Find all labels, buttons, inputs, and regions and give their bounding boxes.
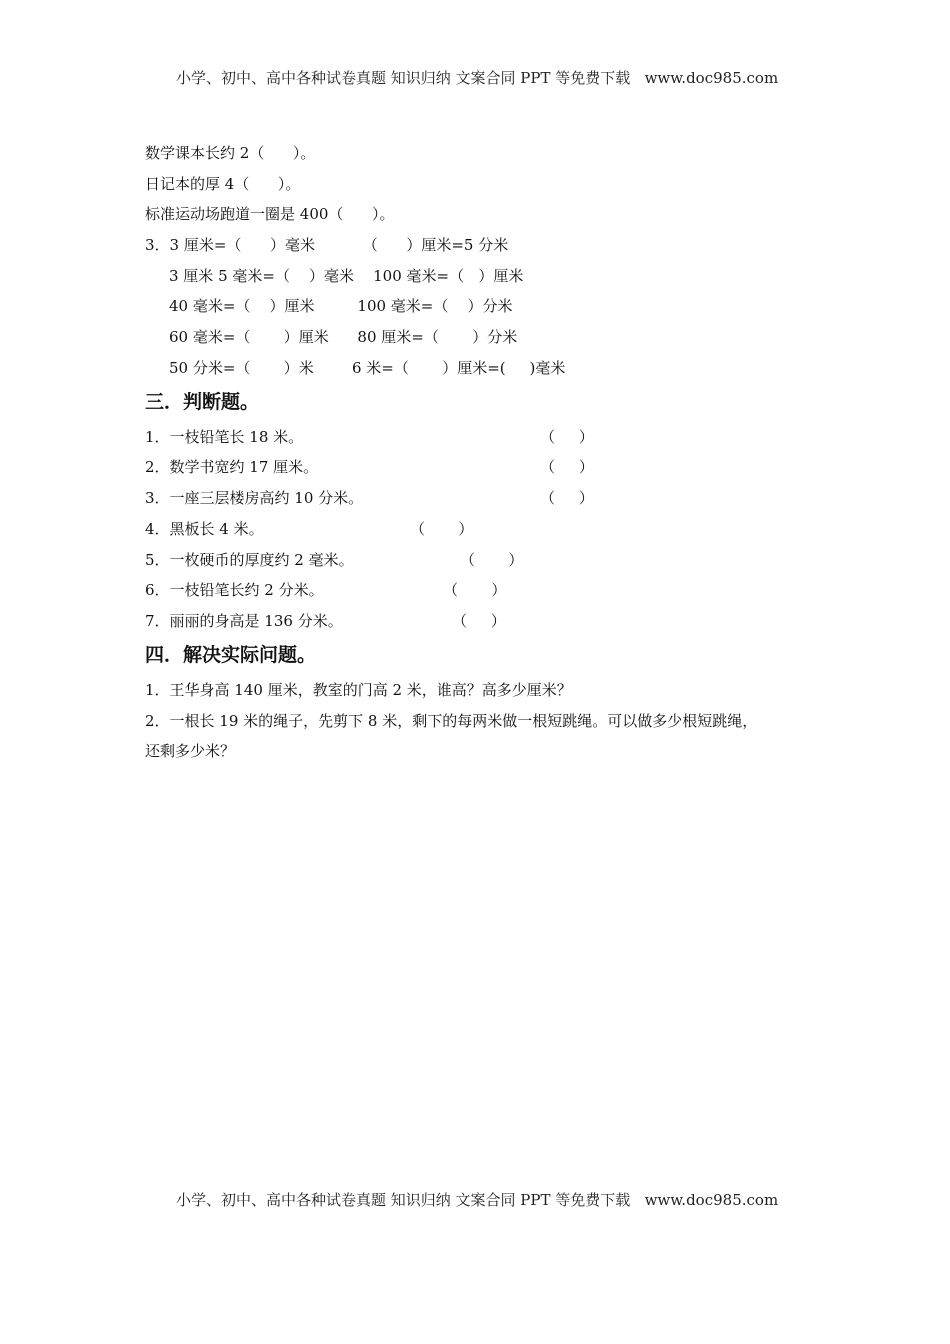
judge-bracket-6: （ ）: [443, 581, 507, 599]
judge-bracket-5: （ ）: [460, 551, 524, 569]
fill-line-diary: 日记本的厚 4（ ）。: [145, 175, 301, 193]
page-header: 小学、初中、高中各种试卷真题 知识归纳 文案合同 PPT 等免费下载 www.doc985.com: [176, 69, 779, 87]
judge-item-5: 5．一枚硬币的厚度约 2 毫米。: [145, 551, 354, 569]
judge-item-7: 7．丽丽的身高是 136 分米。: [145, 612, 343, 630]
problem-2-line-2: 还剩多少米？: [145, 742, 236, 760]
judge-bracket-3: （ ）: [540, 489, 594, 507]
judge-item-3: 3．一座三层楼房高约 10 分米。: [145, 489, 364, 507]
judge-bracket-2: （ ）: [540, 458, 594, 476]
question-3-conversion: 3．3 厘米=（ ）毫米 （ ）厘米=5 分米: [145, 236, 509, 254]
problem-2-line-1: 2．一根长 19 米的绳子，先剪下 8 米，剩下的每两米做一根短跳绳。可以做多少根短跳绳，: [145, 712, 758, 730]
problem-1: 1．王华身高 140 厘米，教室的门高 2 米，谁高？高多少厘米？: [145, 681, 572, 699]
judge-bracket-7: （ ）: [452, 612, 506, 630]
judge-item-2: 2．数学书宽约 17 厘米。: [145, 458, 319, 476]
section-3-title: 三．判断题。: [145, 391, 260, 413]
fill-line-track: 标准运动场跑道一圈是 400（ ）。: [145, 205, 395, 223]
judge-item-6: 6．一枝铅笔长约 2 分米。: [145, 581, 324, 599]
section-4-title: 四．解决实际问题。: [145, 644, 317, 666]
fill-line-textbook: 数学课本长约 2（ ）。: [145, 144, 316, 162]
judge-bracket-4: （ ）: [410, 520, 474, 538]
conversion-line: 3 厘米 5 毫米=（ ）毫米 100 毫米=（ ）厘米: [169, 267, 524, 285]
judge-item-4: 4．黑板长 4 米。: [145, 520, 264, 538]
page-footer: 小学、初中、高中各种试卷真题 知识归纳 文案合同 PPT 等免费下载 www.doc985.com: [176, 1191, 779, 1209]
conversion-line: 40 毫米=（ ）厘米 100 毫米=（ ）分米: [169, 297, 513, 315]
conversion-line: 60 毫米=（ ）厘米 80 厘米=（ ）分米: [169, 328, 518, 346]
conversion-line: 50 分米=（ ）米 6 米=（ ）厘米=( )毫米: [169, 359, 566, 377]
judge-bracket-1: （ ）: [540, 428, 594, 446]
judge-item-1: 1．一枝铅笔长 18 米。: [145, 428, 304, 446]
